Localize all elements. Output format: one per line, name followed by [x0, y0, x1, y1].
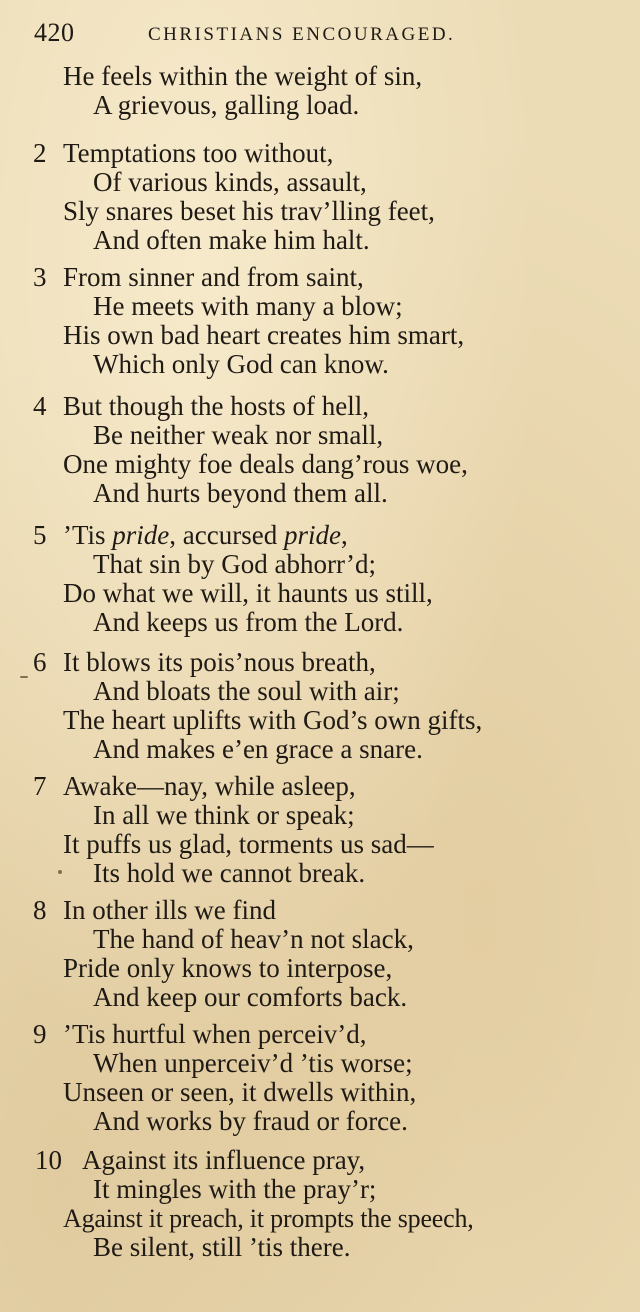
verse-line: It blows its pois’nous breath, [63, 647, 376, 677]
verse-line: A grievous, galling load. [93, 90, 360, 120]
verse-line: ’Tis hurtful when perceiv’d, [63, 1019, 367, 1049]
verse-line: In all we think or speak; [93, 800, 355, 830]
stanza-number: 3 [33, 262, 47, 292]
stanza-number: 8 [33, 895, 47, 925]
verse-line: One mighty foe deals dang’rous woe, [63, 449, 468, 479]
verse-line: Against its influence pray, [82, 1145, 366, 1175]
verse-line: In other ills we find [63, 895, 276, 925]
stanza-number: 10 [35, 1145, 62, 1175]
italic-word: pride [283, 520, 341, 550]
verse-text: , [340, 520, 348, 550]
verse-line: The heart uplifts with God’s own gifts, [63, 705, 483, 735]
verse-line: And often make him halt. [93, 225, 370, 255]
stanza-number: 7 [33, 771, 47, 801]
page-header [34, 18, 530, 52]
verse-text: ’Tis [63, 520, 113, 550]
verse-line: And works by fraud or force. [93, 1106, 408, 1136]
verse-line: And hurts beyond them all. [93, 478, 388, 508]
verse-line: And bloats the soul with air; [93, 676, 400, 706]
verse-line: But though the hosts of hell, [63, 391, 369, 421]
stanza-number: 5 [33, 520, 47, 550]
verse-line: And keep our comforts back. [93, 982, 408, 1012]
verse-line: From sinner and from saint, [63, 262, 364, 292]
ink-speck [58, 870, 62, 874]
stanza-number: 9 [33, 1019, 47, 1049]
verse-line: It puffs us glad, torments us sad— [63, 829, 434, 859]
verse-text: , accursed [169, 520, 284, 550]
verse-line: Against it preach, it prompts the speech, [63, 1204, 474, 1233]
italic-word: pride [112, 520, 170, 550]
verse-line: It mingles with the pray’r; [93, 1174, 377, 1204]
verse-line: Be neither weak nor small, [93, 420, 384, 450]
verse-line: That sin by God abhorr’d; [93, 549, 376, 579]
verse-line: Do what we will, it haunts us still, [63, 578, 433, 608]
verse-line: When unperceiv’d ’tis worse; [93, 1048, 413, 1078]
verse-line: Its hold we cannot break. [93, 858, 366, 888]
page-number: 420 [34, 18, 75, 47]
verse-line: Be silent, still ’tis there. [93, 1232, 351, 1262]
verse-line: He meets with many a blow; [93, 291, 403, 321]
verse-line: Unseen or seen, it dwells within, [63, 1077, 417, 1107]
verse-line: Of various kinds, assault, [93, 167, 367, 197]
ink-speck [20, 676, 28, 678]
stanza-number: 4 [33, 391, 47, 421]
verse-line: His own bad heart creates him smart, [63, 320, 465, 350]
verse-line: Pride only knows to interpose, [63, 953, 393, 983]
stanza-number: 2 [33, 138, 47, 168]
stanza-number: 6 [33, 647, 47, 677]
verse-line: And keeps us from the Lord. [93, 607, 404, 637]
verse-line: He feels within the weight of sin, [63, 61, 423, 91]
verse-line: The hand of heav’n not slack, [93, 924, 414, 954]
verse-line: Which only God can know. [93, 349, 389, 379]
verse-line: Awake—nay, while asleep, [63, 771, 356, 801]
verse-line-with-italics [63, 521, 348, 550]
verse-line: Temptations too without, [63, 138, 334, 168]
verse-line: And makes e’en grace a snare. [93, 734, 423, 764]
running-head: CHRISTIANS ENCOURAGED. [148, 24, 456, 45]
verse-line: Sly snares beset his trav’lling feet, [63, 196, 435, 226]
